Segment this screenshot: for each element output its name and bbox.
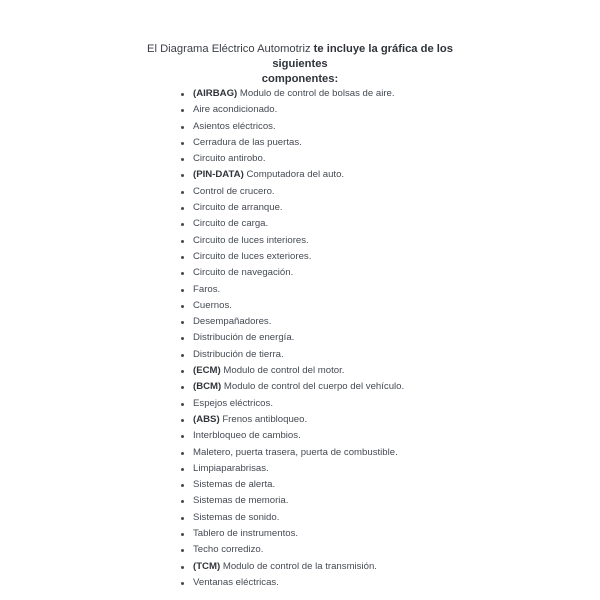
list-item (178, 233, 518, 249)
component-name: Sistemas de sonido. (193, 511, 280, 523)
component-list (178, 86, 518, 591)
list-item (178, 396, 518, 412)
bullet-icon (181, 256, 184, 259)
bullet-icon (181, 321, 184, 324)
bullet-icon (181, 484, 184, 487)
component-name: Distribución de energía. (193, 332, 295, 344)
list-item (178, 559, 518, 575)
component-code: (PIN-DATA) (193, 169, 244, 181)
component-name: Frenos antibloqueo. (219, 413, 308, 425)
list-item (178, 526, 518, 542)
bullet-icon (181, 223, 184, 226)
component-name: Asientos eléctricos. (193, 120, 276, 132)
bullet-icon (181, 533, 184, 536)
component-name: Distribución de tierra. (193, 348, 284, 360)
component-name: Techo corredizo. (193, 544, 264, 556)
component-name: Circuito de arranque. (193, 202, 283, 214)
component-name: Espejos eléctricos. (193, 397, 273, 409)
bullet-icon (181, 354, 184, 357)
bullet-icon (181, 386, 184, 389)
list-item (178, 86, 518, 102)
component-name: Circuito de luces exteriores. (193, 250, 312, 262)
component-name: Desempañadores. (193, 316, 272, 328)
component-name: Modulo de control del cuerpo del vehículo. (221, 381, 405, 393)
component-code: (ECM) (193, 365, 221, 377)
component-name: Sistemas de alerta. (193, 479, 276, 491)
bullet-icon (181, 370, 184, 373)
list-item (178, 493, 518, 509)
component-name: Ventanas eléctricas. (193, 576, 279, 588)
list-item (178, 151, 518, 167)
list-item (178, 330, 518, 346)
component-code: (TCM) (193, 560, 221, 572)
component-name: Circuito de carga. (193, 218, 269, 230)
bullet-icon (181, 452, 184, 455)
component-code: (AIRBAG) (193, 88, 238, 99)
list-item (178, 575, 518, 591)
component-name: Tablero de instrumentos. (193, 528, 299, 540)
list-item (178, 347, 518, 363)
component-name: Cuernos. (193, 299, 232, 311)
component-name: Cerradura de las puertas. (193, 136, 302, 148)
bullet-icon (181, 174, 184, 177)
list-item (178, 135, 518, 151)
component-name: Faros. (193, 283, 221, 295)
bullet-icon (181, 142, 184, 145)
intro-paragraph (120, 42, 480, 87)
component-name: Aire acondicionado. (193, 104, 278, 116)
component-name: Circuito antirobo. (193, 153, 266, 165)
list-item (178, 184, 518, 200)
bullet-icon (181, 158, 184, 161)
bullet-icon (181, 109, 184, 112)
list-item (178, 379, 518, 395)
bullet-icon (181, 468, 184, 471)
bullet-icon (181, 93, 184, 96)
bullet-icon (181, 337, 184, 340)
bullet-icon (181, 207, 184, 210)
component-name: Maletero, puerta trasera, puerta de combustible. (193, 446, 398, 458)
component-name: Limpiaparabrisas. (193, 462, 269, 474)
component-name: Control de crucero. (193, 185, 275, 197)
list-item (178, 200, 518, 216)
list-item (178, 282, 518, 298)
bullet-icon (181, 419, 184, 422)
component-name: Computadora del auto. (243, 169, 345, 181)
bullet-icon (181, 305, 184, 308)
list-item (178, 102, 518, 118)
list-item (178, 363, 518, 379)
list-item (178, 216, 518, 232)
bullet-icon (181, 582, 184, 585)
list-item (178, 412, 518, 428)
bullet-icon (181, 272, 184, 275)
component-name: Interbloqueo de cambios. (193, 430, 301, 442)
bullet-icon (181, 289, 184, 292)
component-name: Sistemas de memoria. (193, 495, 289, 507)
list-item (178, 314, 518, 330)
bullet-icon (181, 500, 184, 503)
bullet-icon (181, 517, 184, 520)
list-item (178, 542, 518, 558)
component-code: (ABS) (193, 413, 220, 425)
bullet-icon (181, 549, 184, 552)
component-name: Modulo de control de bolsas de aire. (237, 88, 395, 99)
list-item (178, 477, 518, 493)
component-name: Circuito de luces interiores. (193, 234, 309, 246)
bullet-icon (181, 403, 184, 406)
component-name: Modulo de control de la transmisión. (220, 560, 377, 572)
component-name: Modulo de control del motor. (220, 365, 345, 377)
intro-bold-text: te incluye la gráfica de los siguientes (272, 43, 453, 70)
list-item (178, 461, 518, 477)
component-code: (BCM) (193, 381, 222, 393)
bullet-icon (181, 126, 184, 129)
component-name: Circuito de navegación. (193, 267, 294, 279)
list-item (178, 428, 518, 444)
list-item (178, 445, 518, 461)
list-item (178, 167, 518, 183)
list-item (178, 265, 518, 281)
list-item (178, 249, 518, 265)
bullet-icon (181, 435, 184, 438)
list-item (178, 119, 518, 135)
bullet-icon (181, 566, 184, 569)
intro-text: El Diagrama Eléctrico Automotriz (147, 43, 314, 55)
list-item (178, 510, 518, 526)
intro-bold-text-line2: componentes: (261, 73, 339, 85)
bullet-icon (181, 191, 184, 194)
bullet-icon (181, 240, 184, 243)
list-item (178, 298, 518, 314)
